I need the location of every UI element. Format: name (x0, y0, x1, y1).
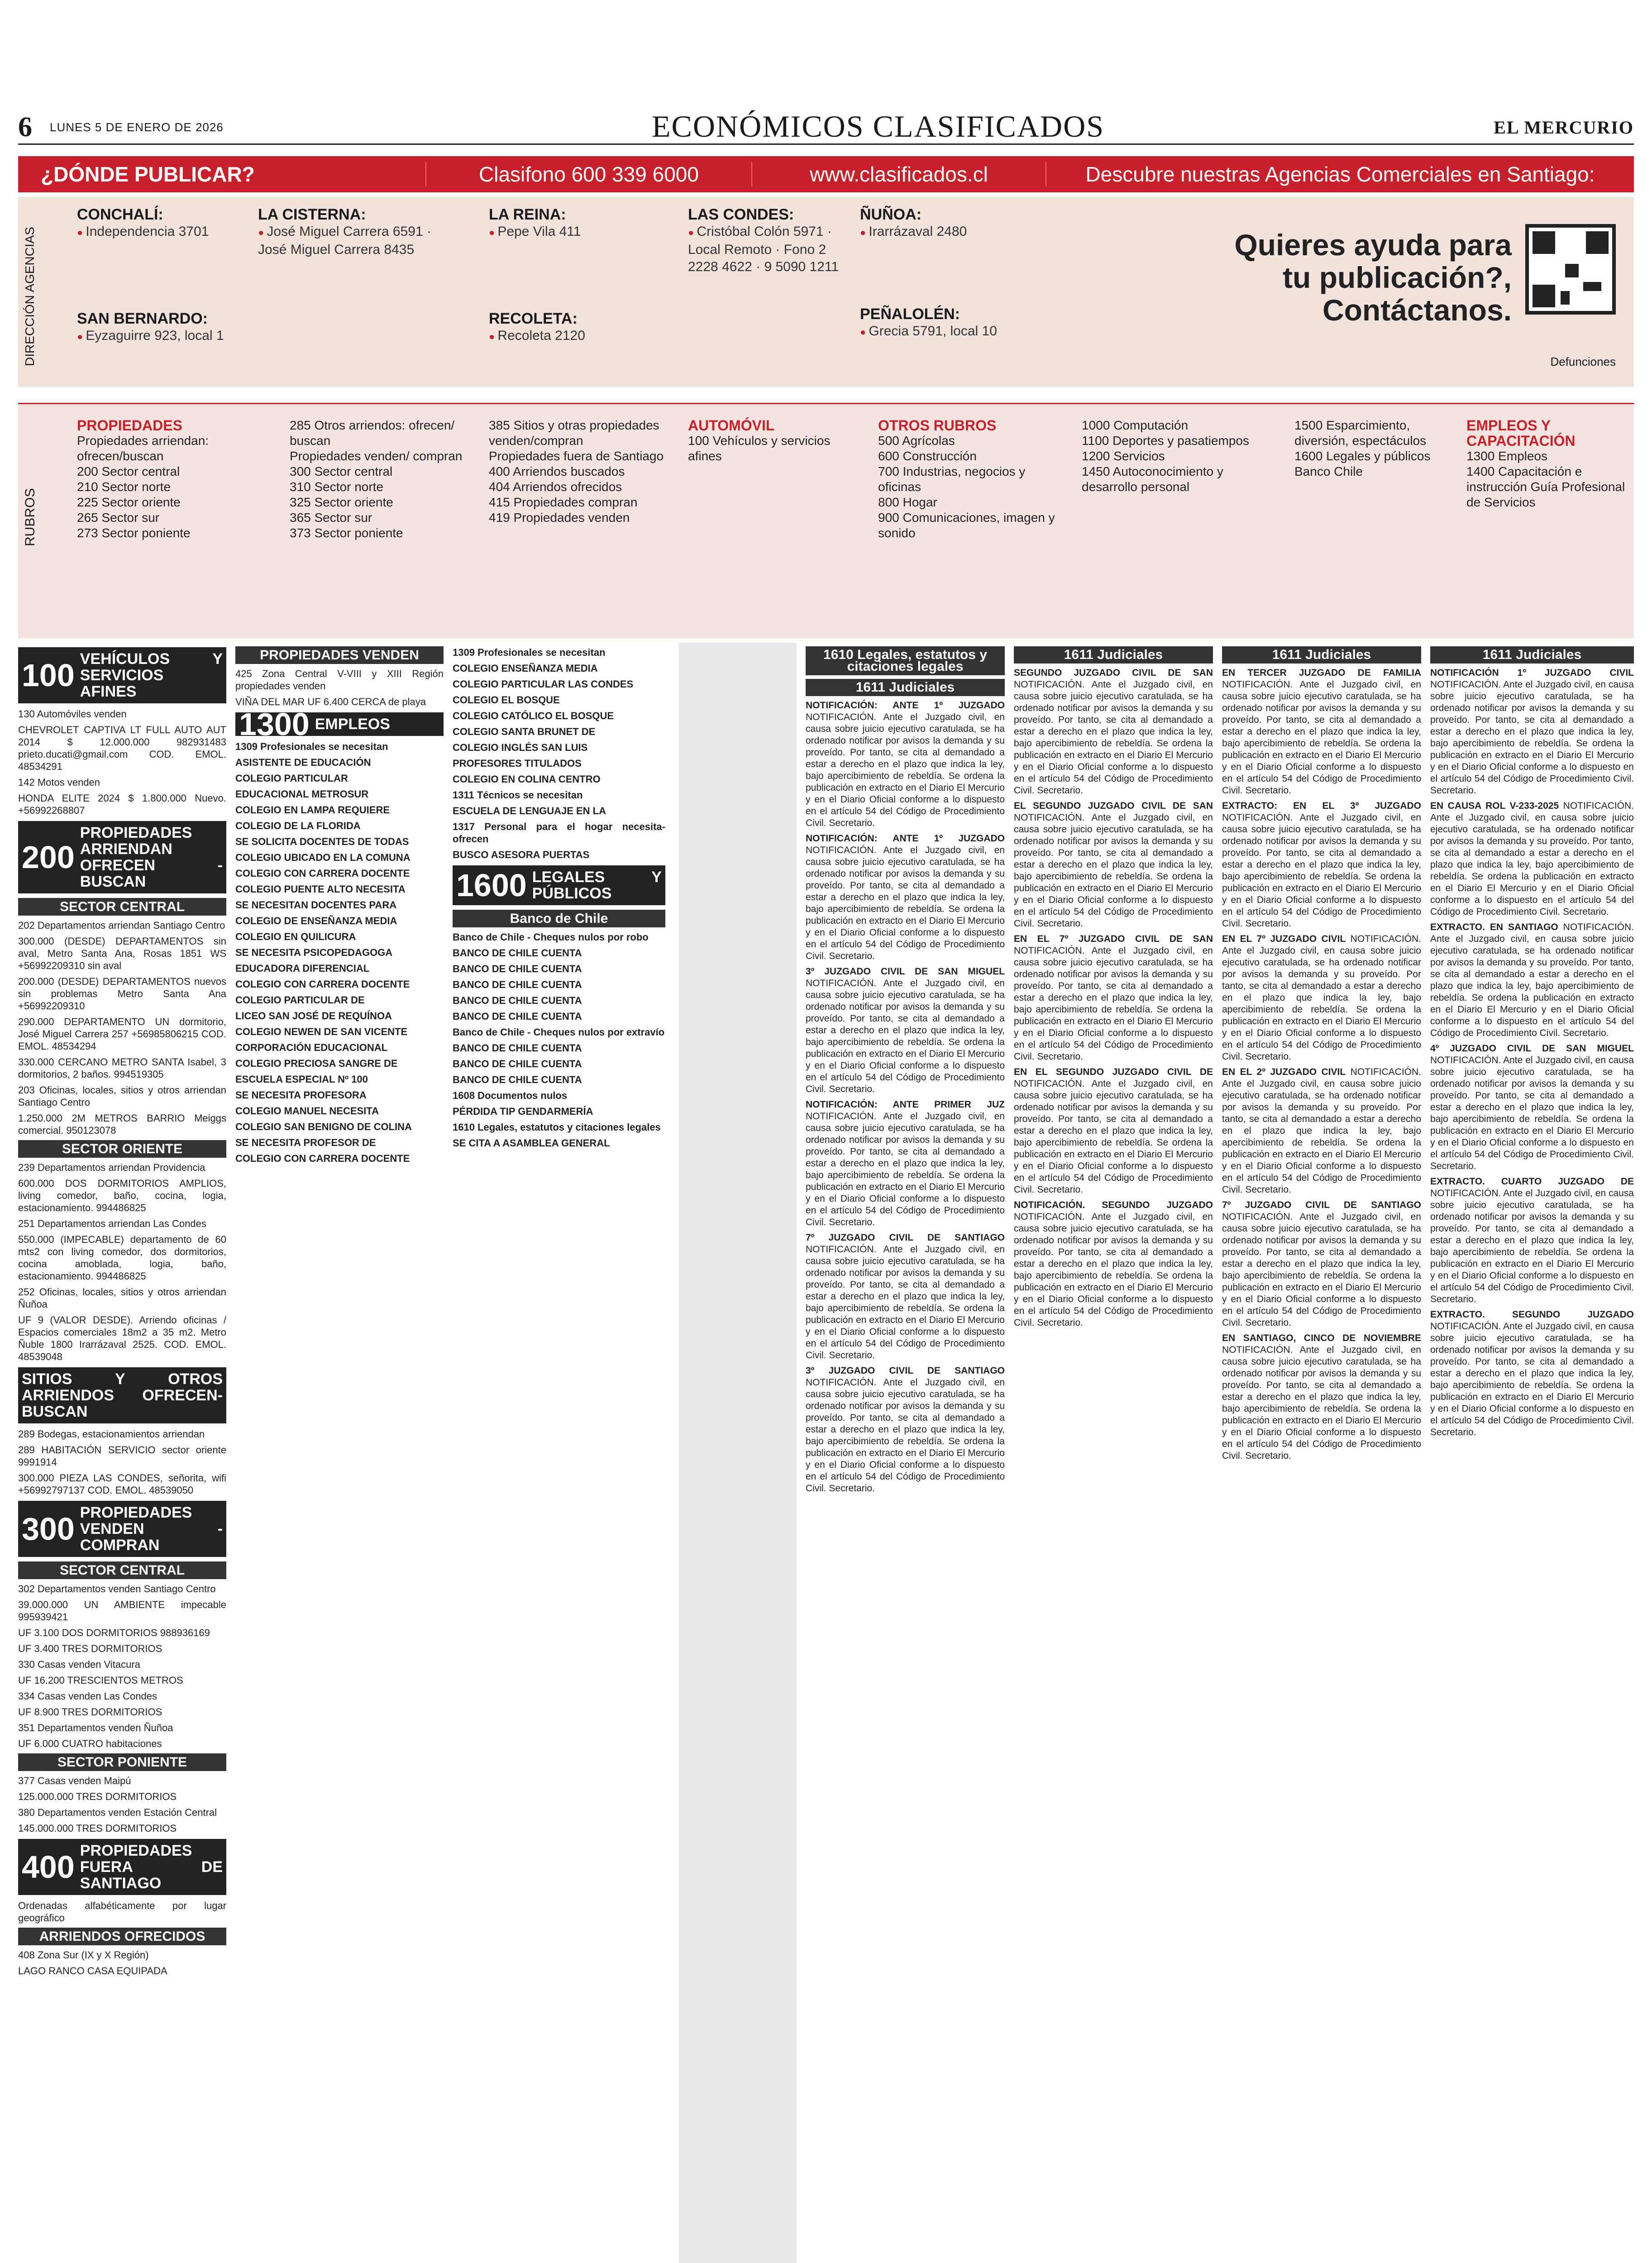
sector-heading: SECTOR ORIENTE (18, 1140, 226, 1158)
ad-item: 300.000 (DESDE) DEPARTAMENTOS sin aval, Metro Santa Ana, Rosas 1851 WS +56992209310 sin aval (18, 936, 226, 971)
qr-code-icon (1525, 224, 1616, 315)
ad-item: EN CAUSA ROL V-233-2025 NOTIFICACIÓN. Ante el Juzgado civil, en causa sobre juicio ejecutivo caratulada, se ha ordenado notificar por avisos la demanda y su proveído. Por tanto, se cita al demandado a estar a derecho en el plazo que indica la ley, bajo apercibimiento de rebeldía. Se ordena la publicación en extracto en el Diario El Mercurio y en el Diario Oficial conforme a lo dispuesto en el artículo 54 del Código de Procedimiento Civil. Secretario. (1430, 801, 1634, 917)
rubro-group: 285 Otros arriendos: ofrecen/ buscan Propiedades venden/ compran 300 Sector central 310 Sector norte 325 Sector oriente 365 Sector sur 373 Sector poniente (290, 418, 463, 540)
ad-item: COLEGIO EL BOSQUE (453, 694, 560, 706)
rubro-group: EMPLEOS Y CAPACITACIÓN 1300 Empleos 1400 Capacitación e instrucción Guía Profesional de Servicios (1466, 417, 1625, 509)
banner-web: www.clasificados.cl (751, 162, 1046, 186)
ad-item: 550.000 (IMPECABLE) departamento de 60 mts2 con living comedor, dos dormitorios, cocina amoblada, logia, baño, estacionamiento. 994486825 (18, 1234, 226, 1282)
ad-item: UF 9 (VALOR DESDE). Arriendo oficinas / Espacios comerciales 18m2 a 35 m2. Metro Ñuble 1800 Irarrázaval 2525. COD. EMOL. 48539048 (18, 1314, 226, 1362)
sector-heading: SECTOR CENTRAL (18, 898, 226, 916)
ad-item: BANCO DE CHILE CUENTA (453, 1058, 582, 1069)
job-list (453, 789, 665, 861)
heading-note: Ordenadas alfabéticamente por lugar geográfico (18, 1900, 226, 1924)
ad-item: HONDA ELITE 2024 $ 1.800.000 Nuevo. +56992268807 (18, 793, 226, 816)
ad-item: COLEGIO DE LA FLORIDA (235, 820, 361, 831)
ad-item: NOTIFICACIÓN: ANTE 1º JUZGADO NOTIFICACIÓN. Ante el Juzgado civil, en causa sobre juicio ejecutivo caratulada, se ha ordenado notificar por avisos la demanda y su proveído. Por tanto, se cita al demandado a estar a derecho en el plazo que indica la ley, bajo apercibimiento de rebeldía. Se ordena la publicación en extracto en el Diario El Mercurio y en el Diario Oficial conforme a lo dispuesto en el artículo 54 del Código de Procedimiento Civil. Secretario. (806, 833, 1005, 961)
gray-divider (679, 643, 797, 2263)
ad-item: COLEGIO PARTICULAR DE (235, 994, 365, 1006)
ad-item: 351 Departamentos venden Ñuñoa (18, 1722, 173, 1733)
ad-item: EXTRACTO: EN EL 3º JUZGADO NOTIFICACIÓN. Ante el Juzgado civil, en causa sobre juicio ejecutivo caratulada, se ha ordenado notificar por avisos la demanda y su proveído. Por tanto, se cita al demandado a estar a derecho en el plazo que indica la ley, bajo apercibimiento de rebeldía. Se ordena la publicación en extracto en el Diario El Mercurio y en el Diario Oficial conforme a lo dispuesto en el artículo 54 del Código de Procedimiento Civil. Secretario. (1222, 801, 1421, 929)
ad-item: COLEGIO MANUEL NECESITA (235, 1105, 379, 1117)
heading: 1300 EMPLEOS (235, 712, 444, 736)
ad-item: COLEGIO CON CARRERA DOCENTE (235, 979, 410, 990)
heading: 400 PROPIEDADES FUERA DE SANTIAGO (18, 1839, 226, 1895)
ad-item: EN EL 7º JUZGADO CIVIL NOTIFICACIÓN. Ante el Juzgado civil, en causa sobre juicio ejecutivo caratulada, se ha ordenado notificar por avisos la demanda y su proveído. Por tanto, se cita al demandado a estar a derecho en el plazo que indica la ley, bajo apercibimiento de rebeldía. Se ordena la publicación en extracto en el Diario El Mercurio y en el Diario Oficial conforme a lo dispuesto en el artículo 54 del Código de Procedimiento Civil. Secretario. (1222, 934, 1421, 1062)
column-vehiculos-propiedades (18, 643, 226, 2263)
agencies-panel (18, 197, 1634, 387)
ad-item: UF 3.100 DOS DORMITORIOS 988936169 (18, 1627, 210, 1638)
agency: LA REINA: ● Pepe Vila 411 (489, 206, 661, 241)
ad-item: 125.000.000 TRES DORMITORIOS (18, 1791, 177, 1802)
ad-item: 1311 Técnicos se necesitan (453, 789, 583, 801)
ad-item: 1309 Profesionales se necesitan (453, 647, 606, 658)
ad-item: SE NECESITA PROFESORA (235, 1089, 367, 1101)
ad-item: CORPORACIÓN EDUCACIONAL (235, 1042, 388, 1053)
ad-item: 239 Departamentos arriendan Providencia (18, 1162, 205, 1173)
defunciones-link[interactable]: Defunciones (1550, 355, 1616, 368)
rubro-group: OTROS RUBROS 500 Agrícolas 600 Construcción 700 Industrias, negocios y oficinas 800 Hogar 900 Comunicaciones, imagen y sonido (878, 417, 1055, 540)
ad-item: Banco de Chile - Cheques nulos por extravío (453, 1026, 665, 1038)
ad-item: COLEGIO SAN BENIGNO DE COLINA (235, 1121, 412, 1132)
ad-item: BANCO DE CHILE CUENTA (453, 979, 582, 990)
ad-item: 142 Motos venden (18, 777, 100, 788)
banner-agencies: Descubre nuestras Agencias Comerciales en Santiago: (1046, 162, 1634, 186)
ad-item: COLEGIO CON CARRERA DOCENTE (235, 1153, 410, 1164)
publish-banner (18, 156, 1634, 192)
agency: PEÑALOLÉN: ● Grecia 5791, local 10 (860, 306, 1032, 341)
ad-item: SE CITA A ASAMBLEA GENERAL (453, 1137, 610, 1149)
ad-item: 130 Automóviles venden (18, 708, 127, 720)
ad-item: 1309 Profesionales se necesitan (235, 741, 388, 752)
ad-item: LICEO SAN JOSÉ DE REQUÍNOA (235, 1010, 392, 1022)
ad-item: 3º JUZGADO CIVIL DE SAN MIGUEL NOTIFICACIÓN. Ante el Juzgado civil, en causa sobre juicio ejecutivo caratulada, se ha ordenado notificar por avisos la demanda y su proveído. Por tanto, se cita al demandado a estar a derecho en el plazo que indica la ley, bajo apercibimiento de rebeldía. Se ordena la publicación en extracto en el Diario El Mercurio y en el Diario Oficial conforme a lo dispuesto en el artículo 54 del Código de Procedimiento Civil. Secretario. (806, 966, 1005, 1094)
notice-list (1430, 667, 1634, 1438)
ad-item: EXTRACTO. EN SANTIAGO NOTIFICACIÓN. Ante el Juzgado civil, en causa sobre juicio ejecutivo caratulada, se ha ordenado notificar por avisos la demanda y su proveído. Por tanto, se cita al demandado a estar a derecho en el plazo que indica la ley, bajo apercibimiento de rebeldía. Se ordena la publicación en extracto en el Diario El Mercurio y en el Diario Oficial conforme a lo dispuesto en el artículo 54 del Código de Procedimiento Civil. Secretario. (1430, 922, 1634, 1038)
agencies-label: DIRECCIÓN AGENCIAS (23, 226, 37, 367)
column-judiciales-1 (806, 643, 1005, 2263)
ad-item: PROFESORES TITULADOS (453, 758, 582, 769)
ad-item: VIÑA DEL MAR UF 6.400 CERCA de playa (235, 696, 426, 707)
ad-item: UF 3.400 TRES DORMITORIOS (18, 1643, 162, 1654)
column-judiciales-3 (1222, 643, 1421, 2263)
ad-item: CHEVROLET CAPTIVA LT FULL AUTO AUT 2014 $ 12.000.000 982931483 prieto.ducati@gmail.com COD. EMOL. 48534291 (18, 724, 226, 772)
heading: 1600 LEGALES Y PÚBLICOS (453, 865, 665, 905)
ad-item: SE NECESITA PROFESOR DE (235, 1137, 376, 1148)
ad-item: ESCUELA DE LENGUAJE EN LA (453, 805, 606, 816)
ad-item: 251 Departamentos arriendan Las Condes (18, 1218, 206, 1229)
ad-item: 7º JUZGADO CIVIL DE SANTIAGO NOTIFICACIÓN. Ante el Juzgado civil, en causa sobre juicio ejecutivo caratulada, se ha ordenado notificar por avisos la demanda y su proveído. Por tanto, se cita al demandado a estar a derecho en el plazo que indica la ley, bajo apercibimiento de rebeldía. Se ordena la publicación en extracto en el Diario El Mercurio y en el Diario Oficial conforme a lo dispuesto en el artículo 54 del Código de Procedimiento Civil. Secretario. (1222, 1200, 1421, 1328)
ad-item: PÉRDIDA TIP GENDARMERÍA (453, 1106, 593, 1117)
rubros-label: RUBROS (23, 488, 38, 547)
ad-item: SE NECESITAN DOCENTES PARA (235, 899, 397, 911)
ad-item: COLEGIO EN QUILICURA (235, 931, 356, 942)
issue-date: LUNES 5 DE ENERO DE 2026 (50, 120, 224, 134)
sector-heading: SECTOR PONIENTE (18, 1753, 226, 1771)
ad-item: UF 6.000 CUATRO habitaciones (18, 1738, 162, 1749)
section-title: ECONÓMICOS CLASIFICADOS (652, 109, 1105, 143)
ad-item: NOTIFICACIÓN 1º JUZGADO CIVIL NOTIFICACIÓN. Ante el Juzgado civil, en causa sobre juicio ejecutivo caratulada, se ha ordenado notificar por avisos la demanda y su proveído. Por tanto, se cita al demandado a estar a derecho en el plazo que indica la ley, bajo apercibimiento de rebeldía. Se ordena la publicación en extracto en el Diario El Mercurio y en el Diario Oficial conforme a lo dispuesto en el artículo 54 del Código de Procedimiento Civil. Secretario. (1430, 668, 1634, 796)
agency: CONCHALÍ: ● Independencia 3701 (77, 206, 249, 241)
promo-text: Quieres ayuda para tu publicación?, Contáctanos. (1234, 228, 1512, 327)
bank-logo: Banco de Chile (453, 910, 665, 927)
ad-item: COLEGIO SANTA BRUNET DE (453, 726, 596, 737)
ad-item: EDUCACIONAL METROSUR (235, 788, 369, 800)
sector-heading: ARRIENDOS OFRECIDOS (18, 1928, 226, 1945)
notice-list (1014, 667, 1213, 1329)
ad-item: 289 HABITACIÓN SERVICIO sector oriente 9991914 (18, 1444, 226, 1468)
ad-item: 203 Oficinas, locales, sitios y otros arriendan Santiago Centro (18, 1084, 226, 1108)
column-judiciales-4 (1430, 643, 1634, 2263)
ad-item: COLEGIO UBICADO EN LA COMUNA (235, 852, 411, 863)
section-heading: PROPIEDADES VENDEN (235, 646, 444, 664)
ad-item: COLEGIO EN LAMPA REQUIERE (235, 804, 390, 816)
ad-item: 289 Bodegas, estacionamientos arriendan (18, 1428, 205, 1440)
ad-item: BANCO DE CHILE CUENTA (453, 995, 582, 1006)
agency: LA CISTERNA: ● José Miguel Carrera 6591 · José Miguel Carrera 8435 (258, 206, 448, 258)
ad-item: 4º JUZGADO CIVIL DE SAN MIGUEL NOTIFICACIÓN. Ante el Juzgado civil, en causa sobre juicio ejecutivo caratulada, se ha ordenado notificar por avisos la demanda y su proveído. Por tanto, se cita al demandado a estar a derecho en el plazo que indica la ley, bajo apercibimiento de rebeldía. Se ordena la publicación en extracto en el Diario El Mercurio y en el Diario Oficial conforme a lo dispuesto en el artículo 54 del Código de Procedimiento Civil. Secretario. (1430, 1043, 1634, 1171)
sector-heading: SECTOR CENTRAL (18, 1561, 226, 1579)
legal-list (453, 1089, 665, 1149)
ad-item: NOTIFICACIÓN. SEGUNDO JUZGADO NOTIFICACIÓN. Ante el Juzgado civil, en causa sobre juicio ejecutivo caratulada, se ha ordenado notificar por avisos la demanda y su proveído. Por tanto, se cita al demandado a estar a derecho en el plazo que indica la ley, bajo apercibimiento de rebeldía. Se ordena la publicación en extracto en el Diario El Mercurio y en el Diario Oficial conforme a lo dispuesto en el artículo 54 del Código de Procedimiento Civil. Secretario. (1014, 1200, 1213, 1328)
ad-item: 377 Casas venden Maipú (18, 1775, 131, 1786)
ad-item: BANCO DE CHILE CUENTA (453, 947, 582, 959)
ad-item: NOTIFICACIÓN: ANTE PRIMER JUZ NOTIFICACIÓN. Ante el Juzgado civil, en causa sobre juicio ejecutivo caratulada, se ha ordenado notificar por avisos la demanda y su proveído. Por tanto, se cita al demandado a estar a derecho en el plazo que indica la ley, bajo apercibimiento de rebeldía. Se ordena la publicación en extracto en el Diario El Mercurio y en el Diario Oficial conforme a lo dispuesto en el artículo 54 del Código de Procedimiento Civil. Secretario. (806, 1099, 1005, 1227)
ad-item: EXTRACTO. SEGUNDO JUZGADO NOTIFICACIÓN. Ante el Juzgado civil, en causa sobre juicio ejecutivo caratulada, se ha ordenado notificar por avisos la demanda y su proveído. Por tanto, se cita al demandado a estar a derecho en el plazo que indica la ley, bajo apercibimiento de rebeldía. Se ordena la publicación en extracto en el Diario El Mercurio y en el Diario Oficial conforme a lo dispuesto en el artículo 54 del Código de Procedimiento Civil. Secretario. (1430, 1309, 1634, 1437)
section-heading: 1611 Judiciales (1014, 646, 1213, 664)
section-heading: 1611 Judiciales (1222, 646, 1421, 664)
ad-item: SEGUNDO JUZGADO CIVIL DE SAN NOTIFICACIÓN. Ante el Juzgado civil, en causa sobre juicio ejecutivo caratulada, se ha ordenado notificar por avisos la demanda y su proveído. Por tanto, se cita al demandado a estar a derecho en el plazo que indica la ley, bajo apercibimiento de rebeldía. Se ordena la publicación en extracto en el Diario El Mercurio y en el Diario Oficial conforme a lo dispuesto en el artículo 54 del Código de Procedimiento Civil. Secretario. (1014, 668, 1213, 796)
rubro-group: 1500 Esparcimiento, diversión, espectáculos 1600 Legales y públicos Banco Chile (1294, 418, 1431, 478)
ad-item: Banco de Chile - Cheques nulos por robo (453, 931, 649, 943)
ad-item: 330 Casas venden Vitacura (18, 1659, 140, 1670)
ad-item: BANCO DE CHILE CUENTA (453, 1042, 582, 1054)
job-list (453, 646, 665, 785)
job-list (235, 740, 444, 1165)
rubro-group: PROPIEDADES Propiedades arriendan: ofrecen/buscan 200 Sector central 210 Sector norte 225 Sector oriente 265 Sector sur 273 Sector poniente (77, 417, 209, 540)
ad-item: SE SOLICITA DOCENTES DE TODAS (235, 836, 409, 847)
ad-item: BUSCO ASESORA PUERTAS (453, 849, 590, 860)
ad-item: SE NECESITA PSICOPEDAGOGA (235, 947, 393, 958)
agency: RECOLETA: ● Recoleta 2120 (489, 310, 661, 345)
heading: 100 VEHÍCULOS Y SERVICIOS AFINES (18, 647, 226, 703)
ad-item: COLEGIO INGLÉS SAN LUIS (453, 742, 588, 753)
section-heading: 1610 Legales, estatutos y citaciones legales (806, 646, 1005, 675)
banner-question: ¿DÓNDE PUBLICAR? (41, 162, 255, 186)
ad-item: EN EL 2º JUZGADO CIVIL NOTIFICACIÓN. Ante el Juzgado civil, en causa sobre juicio ejecutivo caratulada, se ha ordenado notificar por avisos la demanda y su proveído. Por tanto, se cita al demandado a estar a derecho en el plazo que indica la ley, bajo apercibimiento de rebeldía. Se ordena la publicación en extracto en el Diario El Mercurio y en el Diario Oficial conforme a lo dispuesto en el artículo 54 del Código de Procedimiento Civil. Secretario. (1222, 1067, 1421, 1195)
ad-item: 200.000 (DESDE) DEPARTAMENTOS nuevos sin problemas Metro Santa Ana +56992209310 (18, 976, 226, 1012)
ad-item: 39.000.000 UN AMBIENTE impecable 995939421 (18, 1599, 226, 1623)
notice-list (1222, 667, 1421, 1462)
rubro-group: AUTOMÓVIL 100 Vehículos y servicios afines (688, 417, 831, 463)
ad-item: 202 Departamentos arriendan Santiago Centro (18, 920, 225, 931)
notice-list (806, 700, 1005, 1494)
ad-item: 145.000.000 TRES DORMITORIOS (18, 1823, 177, 1834)
ad-item: LAGO RANCO CASA EQUIPADA (18, 1965, 167, 1977)
agency: ÑUÑOA: ● Irarrázaval 2480 (860, 206, 1032, 241)
rubro-group: 385 Sitios y otras propiedades venden/compran Propiedades fuera de Santiago 400 Arriendos buscados 404 Arriendos ofrecidos 415 Propiedades compran 419 Propiedades venden (489, 418, 664, 525)
promo-box (1218, 206, 1625, 378)
ad-item: 1608 Documentos nulos (453, 1090, 568, 1101)
ad-item: NOTIFICACIÓN: ANTE 1º JUZGADO NOTIFICACIÓN. Ante el Juzgado civil, en causa sobre juicio ejecutivo caratulada, se ha ordenado notificar por avisos la demanda y su proveído. Por tanto, se cita al demandado a estar a derecho en el plazo que indica la ley, bajo apercibimiento de rebeldía. Se ordena la publicación en extracto en el Diario El Mercurio y en el Diario Oficial conforme a lo dispuesto en el artículo 54 del Código de Procedimiento Civil. Secretario. (806, 700, 1005, 828)
ad-item: 3º JUZGADO CIVIL DE SANTIAGO NOTIFICACIÓN. Ante el Juzgado civil, en causa sobre juicio ejecutivo caratulada, se ha ordenado notificar por avisos la demanda y su proveído. Por tanto, se cita al demandado a estar a derecho en el plazo que indica la ley, bajo apercibimiento de rebeldía. Se ordena la publicación en extracto en el Diario El Mercurio y en el Diario Oficial conforme a lo dispuesto en el artículo 54 del Código de Procedimiento Civil. Secretario. (806, 1365, 1005, 1494)
ad-item: 330.000 CERCANO METRO SANTA Isabel, 3 dormitorios, 2 baños. 994519305 (18, 1056, 226, 1080)
ad-item: EN TERCER JUZGADO DE FAMILIA NOTIFICACIÓN. Ante el Juzgado civil, en causa sobre juicio ejecutivo caratulada, se ha ordenado notificar por avisos la demanda y su proveído. Por tanto, se cita al demandado a estar a derecho en el plazo que indica la ley, bajo apercibimiento de rebeldía. Se ordena la publicación en extracto en el Diario El Mercurio y en el Diario Oficial conforme a lo dispuesto en el artículo 54 del Código de Procedimiento Civil. Secretario. (1222, 668, 1421, 796)
ad-item: COLEGIO NEWEN DE SAN VICENTE (235, 1026, 408, 1037)
column-legales (453, 643, 665, 2263)
section-heading: 1611 Judiciales (1430, 646, 1634, 664)
brand-logo: EL MERCURIO (1494, 117, 1634, 138)
ad-item: 300.000 PIEZA LAS CONDES, señorita, wifi +56992797137 COD. EMOL. 48539050 (18, 1472, 226, 1496)
ad-item: EXTRACTO. CUARTO JUZGADO DE NOTIFICACIÓN. Ante el Juzgado civil, en causa sobre juicio ejecutivo caratulada, se ha ordenado notificar por avisos la demanda y su proveído. Por tanto, se cita al demandado a estar a derecho en el plazo que indica la ley, bajo apercibimiento de rebeldía. Se ordena la publicación en extracto en el Diario El Mercurio y en el Diario Oficial conforme a lo dispuesto en el artículo 54 del Código de Procedimiento Civil. Secretario. (1430, 1176, 1634, 1304)
masthead (18, 104, 1634, 145)
ad-item: 408 Zona Sur (IX y X Región) (18, 1949, 149, 1961)
ad-item: COLEGIO ENSEÑANZA MEDIA (453, 663, 598, 674)
ad-item: 252 Oficinas, locales, sitios y otros arriendan Ñuñoa (18, 1286, 226, 1310)
ad-item: EN EL 7º JUZGADO CIVIL DE SAN NOTIFICACIÓN. Ante el Juzgado civil, en causa sobre juicio ejecutivo caratulada, se ha ordenado notificar por avisos la demanda y su proveído. Por tanto, se cita al demandado a estar a derecho en el plazo que indica la ley, bajo apercibimiento de rebeldía. Se ordena la publicación en extracto en el Diario El Mercurio y en el Diario Oficial conforme a lo dispuesto en el artículo 54 del Código de Procedimiento Civil. Secretario. (1014, 934, 1213, 1062)
ad-item: COLEGIO EN COLINA CENTRO (453, 773, 601, 785)
ad-item: COLEGIO CON CARRERA DOCENTE (235, 868, 410, 879)
section-heading: 1611 Judiciales (806, 679, 1005, 696)
ad-item: EN SANTIAGO, CINCO DE NOVIEMBRE NOTIFICACIÓN. Ante el Juzgado civil, en causa sobre juicio ejecutivo caratulada, se ha ordenado notificar por avisos la demanda y su proveído. Por tanto, se cita al demandado a estar a derecho en el plazo que indica la ley, bajo apercibimiento de rebeldía. Se ordena la publicación en extracto en el Diario El Mercurio y en el Diario Oficial conforme a lo dispuesto en el artículo 54 del Código de Procedimiento Civil. Secretario. (1222, 1333, 1421, 1461)
column-empleos (235, 643, 444, 2263)
column-judiciales-2 (1014, 643, 1213, 2263)
ad-item: 1.250.000 2M METROS BARRIO Meiggs comercial. 950123078 (18, 1112, 226, 1136)
banner-phone: Clasifono 600 339 6000 (425, 162, 751, 186)
ad-item: COLEGIO PUENTE ALTO NECESITA (235, 883, 406, 895)
ad-item: 334 Casas venden Las Condes (18, 1690, 157, 1702)
page-number: 6 (18, 112, 32, 143)
ad-item: 302 Departamentos venden Santiago Centro (18, 1583, 216, 1595)
ad-item: 290.000 DEPARTAMENTO UN dormitorio, José Miguel Carrera 257 +56985806215 COD. EMOL. 48534294 (18, 1016, 226, 1052)
ad-item: UF 8.900 TRES DORMITORIOS (18, 1706, 162, 1718)
ad-item: 600.000 DOS DORMITORIOS AMPLIOS, living comedor, baño, cocina, logia, estacionamiento. 994486825 (18, 1178, 226, 1213)
ad-item: BANCO DE CHILE CUENTA (453, 963, 582, 974)
ad-item: EL SEGUNDO JUZGADO CIVIL DE SAN NOTIFICACIÓN. Ante el Juzgado civil, en causa sobre juicio ejecutivo caratulada, se ha ordenado notificar por avisos la demanda y su proveído. Por tanto, se cita al demandado a estar a derecho en el plazo que indica la ley, bajo apercibimiento de rebeldía. Se ordena la publicación en extracto en el Diario El Mercurio y en el Diario Oficial conforme a lo dispuesto en el artículo 54 del Código de Procedimiento Civil. Secretario. (1014, 801, 1213, 929)
ad-item: BANCO DE CHILE CUENTA (453, 1011, 582, 1022)
ad-item: ESCUELA ESPECIAL Nº 100 (235, 1074, 368, 1085)
ad-item: EN EL SEGUNDO JUZGADO CIVIL DE NOTIFICACIÓN. Ante el Juzgado civil, en causa sobre juicio ejecutivo caratulada, se ha ordenado notificar por avisos la demanda y su proveído. Por tanto, se cita al demandado a estar a derecho en el plazo que indica la ley, bajo apercibimiento de rebeldía. Se ordena la publicación en extracto en el Diario El Mercurio y en el Diario Oficial conforme a lo dispuesto en el artículo 54 del Código de Procedimiento Civil. Secretario. (1014, 1067, 1213, 1195)
agency: SAN BERNARDO: ● Eyzaguirre 923, local 1 (77, 310, 249, 345)
ad-item: BANCO DE CHILE CUENTA (453, 1074, 582, 1085)
ad-item: COLEGIO CATÓLICO EL BOSQUE (453, 710, 614, 721)
ad-item: COLEGIO PARTICULAR LAS CONDES (453, 678, 634, 690)
ad-item: ASISTENTE DE EDUCACIÓN (235, 757, 371, 768)
heading: 300 PROPIEDADES VENDEN - COMPRAN (18, 1501, 226, 1557)
ad-item: 425 Zona Central V-VIII y XIII Región propiedades venden (235, 668, 444, 692)
rubro-group: 1000 Computación 1100 Deportes y pasatiempos 1200 Servicios 1450 Autoconocimiento y desarrollo personal (1082, 418, 1249, 494)
ad-item: COLEGIO PRECIOSA SANGRE DE (235, 1058, 398, 1069)
heading: 200 PROPIEDADES ARRIENDAN OFRECEN - BUSCAN (18, 821, 226, 893)
ad-item: COLEGIO DE ENSEÑANZA MEDIA (235, 915, 397, 926)
agency: LAS CONDES: ● Cristóbal Colón 5971 · Local Remoto · Fono 2 2228 4622 · 9 5090 1211 (688, 206, 860, 276)
heading: SITIOS Y OTROS ARRIENDOS OFRECEN-BUSCAN (18, 1367, 226, 1423)
ad-item: EDUCADORA DIFERENCIAL (235, 963, 370, 974)
ad-item: 1317 Personal para el hogar necesita-ofrecen (453, 821, 665, 845)
ad-item: 380 Departamentos venden Estación Central (18, 1807, 217, 1818)
ad-item: UF 16.200 TRESCIENTOS METROS (18, 1675, 183, 1686)
rubros-index (18, 403, 1634, 638)
ad-item: 1610 Legales, estatutos y citaciones legales (453, 1122, 661, 1133)
ad-item: 7º JUZGADO CIVIL DE SANTIAGO NOTIFICACIÓN. Ante el Juzgado civil, en causa sobre juicio ejecutivo caratulada, se ha ordenado notificar por avisos la demanda y su proveído. Por tanto, se cita al demandado a estar a derecho en el plazo que indica la ley, bajo apercibimiento de rebeldía. Se ordena la publicación en extracto en el Diario El Mercurio y en el Diario Oficial conforme a lo dispuesto en el artículo 54 del Código de Procedimiento Civil. Secretario. (806, 1232, 1005, 1361)
bank-list (453, 931, 665, 1086)
ad-item: COLEGIO PARTICULAR (235, 773, 348, 784)
